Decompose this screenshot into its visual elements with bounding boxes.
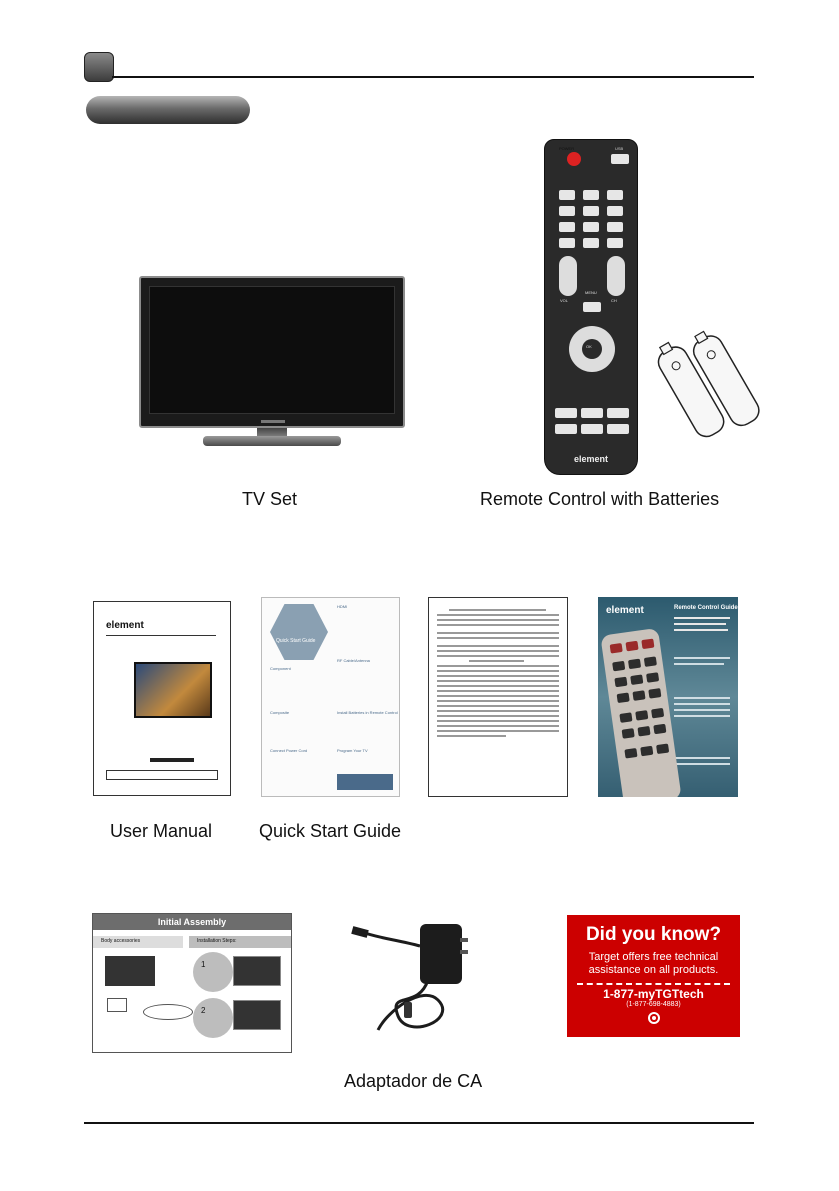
ch-label: CH: [611, 298, 617, 303]
ok-label: OK: [586, 344, 592, 349]
caption-quick-start: Quick Start Guide: [259, 821, 402, 841]
qsg-component: Component: [270, 666, 291, 671]
header-divider: [112, 76, 754, 78]
power-button[interactable]: [567, 152, 581, 166]
target-support-card: [567, 915, 740, 1037]
channel-rocker[interactable]: [607, 256, 625, 296]
vol-label: VOL: [560, 298, 569, 303]
power-label: POWER: [559, 146, 575, 151]
usb-button[interactable]: [611, 154, 629, 164]
remote-control-guide-image: [598, 597, 738, 797]
target-line1: Target offers free technical: [588, 951, 719, 963]
section-marker-icon: [84, 52, 114, 82]
user-manual-image: [93, 601, 231, 796]
volume-rocker[interactable]: [559, 256, 577, 296]
text-document-image: [428, 597, 568, 797]
caption-remote: Remote Control with Batteries: [480, 489, 720, 509]
batteries-image: [652, 322, 778, 440]
qsg-title: Quick Start Guide: [276, 638, 316, 644]
caption-user-manual: User Manual: [110, 821, 213, 841]
assembly-title: Initial Assembly: [93, 914, 291, 930]
menu-button[interactable]: [583, 302, 601, 312]
initial-assembly-image: [92, 913, 292, 1053]
guide-title: Remote Control Guide: [674, 605, 738, 611]
target-phone: 1-877-myTGTtech: [603, 987, 704, 1001]
manual-brand-logo: element: [106, 620, 144, 631]
footer-divider: [84, 1122, 754, 1124]
dpad[interactable]: [569, 326, 615, 372]
assembly-step2: 2: [201, 1006, 206, 1015]
qsg-hdmi: HDMI: [337, 604, 348, 609]
ac-adapter-image: [348, 920, 498, 1040]
qsg-power-cord: Connect Power Cord: [270, 748, 308, 753]
section-heading-pill: [86, 96, 250, 124]
assembly-col1: Body accessories: [101, 938, 141, 944]
qsg-program: Program Your TV: [337, 748, 368, 753]
remote-control-image: [544, 139, 638, 475]
guide-brand-logo: element: [606, 605, 644, 616]
assembly-step1: 1: [201, 960, 206, 969]
caption-tv-set: TV Set: [242, 489, 298, 509]
target-headline: Did you know?: [585, 924, 722, 945]
caption-adapter: Adaptador de CA: [344, 1071, 483, 1091]
qsg-rf: RF Cable/Antenna: [337, 658, 370, 663]
target-line2: assistance on all products.: [588, 964, 719, 976]
target-phone-alt: (1-877-698-4883): [626, 1001, 681, 1008]
remote-brand-logo: element: [573, 454, 608, 464]
usb-label: USB: [615, 146, 624, 151]
quick-start-guide-image: [261, 597, 400, 797]
qsg-batteries: Install Batteries in Remote Control: [337, 710, 398, 715]
menu-label: MENU: [585, 290, 597, 295]
target-logo-icon: [648, 1012, 660, 1024]
qsg-composite: Composite: [270, 710, 290, 715]
tv-set-image: [139, 276, 405, 450]
assembly-col2: Installation Steps:: [197, 938, 237, 944]
